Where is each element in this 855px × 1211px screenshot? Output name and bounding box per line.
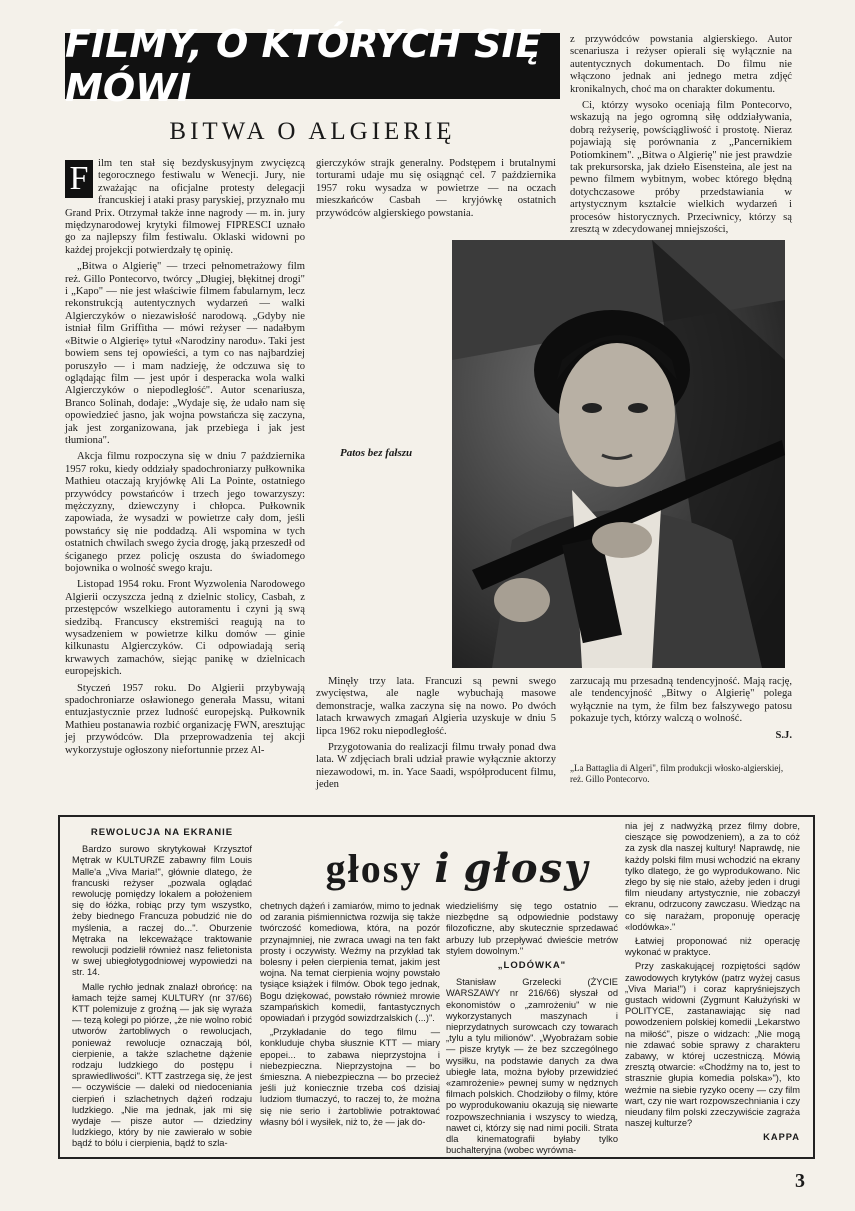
film-still-photo (452, 240, 785, 668)
article-paragraph: zarzucają mu przesadną tendencyjność. Mają rację, ale tendencyjność „Bitwy o Algierię" polega wyłącznie na tym, że film bez fałszywego patosu pokazuje tych, którzy walczą o wolność. (570, 676, 792, 725)
article-paragraph: ilm ten stał się bezdyskusyjnym zwycięzcą tegorocznego festiwalu w Wenecji. Jury, nie zważając na oficjalne protesty delegacji francuskiej i ataki prasy paryskiej, przyznało mu Grand Prix. Otrzymał także inne nagrody — m. in. jury międzynarodowej krytyki filmowej FIPRESCI uznało go za najlepszy film festiwalu. Oklaski widowni po każdej projekcji potwierdzały tę opinię. (65, 158, 305, 256)
article-paragraph: Akcja filmu rozpoczyna się w dniu 7 października 1957 roku, kiedy oddziały spadochroniarzy pułkownika Mathieu otaczają kryjówkę Ali La Pointe, ostatniego przywódcy powstańców i trzech jego towarzyszy: mężczyzny, dziewczyny i chłopca. Pułkownik zapowiada, że wysadzi w powietrze cały dom, jeśli powstańcy się nie poddadzą. Ali wspomina w tych ostatnich chwilach swego życia drogę, jaką przeszedł od ściganego przez policję oszusta do świadomego bojownika o wolność swego kraju. (65, 451, 305, 574)
photo-illustration (452, 240, 785, 668)
box-column-3 (446, 901, 618, 1159)
glosy-word-2: głosy (463, 845, 590, 892)
article-column-3-bottom (570, 676, 792, 742)
glosy-heading (300, 845, 615, 895)
box-column-4 (625, 821, 800, 1144)
article-paragraph: z przywódców powstania algierskiego. Autor scenariusza i reżyser opierali się wyłącznie na autentycznych dokumentach. Do filmu nie włączono jednak ani jednego metra zdjęć kronikalnych, choć ma on charakter dokumentu. (570, 34, 792, 95)
author-signature: S.J. (775, 729, 792, 741)
section-banner: FILMY, O KTÓRYCH SIĘ MÓWI (65, 33, 560, 99)
box-column-2 (260, 901, 440, 1131)
article-column-3 (570, 34, 792, 241)
page-number: 3 (795, 1170, 805, 1192)
box-paragraph: Malle rychło jednak znalazł obrońcę: na łamach tejże samej KULTURY (nr 37/66) KTT polemizuje z groźną — jak się wyraża — tezą kolegi po piórze, „że nie wolno robić utworów żartobliwych o rewolucjach, ponieważ rewolucje oznaczają ból, cierpienie, a także szlachetne dążenie rodzaju ludzkiego do postępu i sprawiedliwości". KTT zastrzega się, że jest — oczywiście — daleki od niedoceniania cierpień i szlachetnych dążeń rodzaju ludzkiego. „Nie ma jednak, jak mi się wydaje — pisze autor — dziedziny ludzkiego, który by nie zawierało w sobie bądź to bólu i cierpienia, bądź to szla- (72, 981, 252, 1149)
box-paragraph: Stanisław Grzelecki (ŻYCIE WARSZAWY nr 216/66) słyszał od ekonomistów o „zamrożeniu" w nie wykorzystanych maszynach i nieprzydatnych surowcach czy towarach „tylu a tylu milionów". „Wyobrażam sobie — pisze krytyk — że bez szczególnego wysiłku, na podstawie danych za dwa ubiegłe lata, można byłoby przewidzieć «zamrożenie» pewnej sumy w nędznych filmach polskich. Chodziłoby o filmy, które po wyprodukowaniu okazują się niewarte rozpowszechniania i wszyscy to wiedzą, nawet ci, którzy się nad nimi pocili. Strata dla kinematografii byłaby tylko buchalteryjna (wobec wyrówna- (446, 977, 618, 1156)
glosy-word-1: głosy (325, 846, 423, 891)
box-signature: KAPPA (763, 1132, 800, 1143)
article-paragraph: Ci, którzy wysoko oceniają film Pontecorvo, wskazują na jego ogromną siłę oddziaływania, dobrą reżyserię, powściągliwość i prostotę. Nieraz pojawiają się porównania z „Pancernikiem Potiomkinem". „Bitwa o Algierię" nie jest prawdzie tak prekursorska, jak dzieło Eisensteina, ale jest na pewno filmem wybitnym, wobec którego błędną dotychczasowe próby przedstawiania w artystycznym kształcie wielkich wydarzeń i procesów historycznych. Przeciwnicy, którzy są zresztą w zdecydowanej mniejszości, (570, 100, 792, 236)
article-column-2 (316, 158, 556, 224)
article-column-2-bottom (316, 676, 556, 796)
box-paragraph: chetnych dążeń i zamiarów, mimo to jednak od zarania piśmiennictwa rozwija się także twórczość komediowa, która, na pozór przynajmniej, nie zwraca uwagi na ten fakt prosty i oczywisty. Weźmy na przykład tak bolesny i pełen cierpienia temat, jakim jest wojna. Na temat cierpienia wojny powstało tysiące książek i filmów. Obok tego jednak, Bogu dziękować, powstało również mrowie szampańskich komedii, fantastycznych opowiadań i przygód sowizdrzalskich (...)". (260, 901, 440, 1024)
article-paragraph: Przygotowania do realizacji filmu trwały ponad dwa lata. W zdjęciach brali udział prawie wyłącznie aktorzy niezawodowi, m. in. Yace Saadi, współproducent filmu, jeden (316, 742, 556, 791)
drop-cap: F (65, 160, 93, 198)
article-title: BITWA O ALGIERIĘ (169, 118, 456, 145)
box-paragraph: Bardzo surowo skrytykował Krzysztof Mętrak w KULTURZE zabawny film Louis Malle'a „Viva Maria!", głównie dlatego, że francuski reżyser „pozwala oglądać rewolucję pomiędzy lokalem a położeniem się do łóżka, robiąc przy tym wszystko, żeby biednego Francuza pobudzić nie do myślenia, a raczej do...". Oburzenie Mętraka na lekceważące traktowanie rewolucji podzielił również nasz felietonista w swej ubiegłotygodniowej wypowiedzi na str. 14. (72, 844, 252, 978)
film-credit-caption: „La Battaglia di Algeri", film produkcji włosko-algierskiej, reż. Gillo Pontecorvo. (570, 763, 784, 784)
article-paragraph: gierczyków strajk generalny. Podstępem i brutalnymi torturami udaje mu się osiągnąć cel. 7 października 1957 roku wysadza w powietrze — na oczach mieszkańców Casbah — kryjówkę ostatnich przywódców algierskiego powstania. (316, 158, 556, 219)
box-paragraph: Przy zaskakującej rozpiętości sądów zawodowych krytyków (patrz wyżej casus „Viva Maria!") i coraz kapryśniejszych gustach widowni (Zygmunt Kałużyński w POLITYCE, zastanawiając się nad powodzeniem polskiej komedii „Lekarstwo na miłość", pisze o widzach: „Nie mogą nie zdawać sobie sprawy z charakteru zabawy, w której uczestniczą. Mówią zresztą otwarcie: «Chodźmy na to, jest to strasznie głupia komedia polska»"), kto weźmie na siebie ryzyko oceny — czy film wart, czy nie wart rozpowszechniania i czy nieudany film polski zzeczywiście zagraża naszej kulturze? (625, 961, 800, 1129)
photo-caption: Patos bez fałszu (340, 447, 413, 459)
article-column-1 (65, 158, 305, 761)
box-paragraph: „Przykładanie do tego filmu — konkluduje chyba słusznie KTT — miary epopei... to zabawa nieprzystojna i niebezpieczna. Nieprzystojna — bo śmieszna. A niebezpieczna — bo przecież jeśli już koniecznie trzeba coś dzisiaj ludziom tłumaczyć, to raczej to, że można się nie serio i żartobliwie potraktować własny ból i wysiłek, niż to, że — jak do- (260, 1027, 440, 1127)
box-column-1 (72, 827, 252, 1153)
box-paragraph: Łatwiej proponować niż operację wykonać w praktyce. (625, 936, 800, 958)
box-paragraph: nia jej z nadwyżką przez filmy dobre, cieszące się powodzeniem), a za to cóż za zysk dla naszej kultury! Naprawdę, nie każdy polski film musi wchodzić na ekrany tylko dlatego, że go wyprodukowano. Nic złego by się nie stało, ażeby jeden i drugi film nieudany artystycznie, nie zobaczył ekranu, odrzucony zawczasu. Wiedząc na co się narażam, proponuję operację «lodówka»." (625, 821, 800, 932)
article-paragraph: „Bitwa o Algierię" — trzeci pełnometrażowy film reż. Gillo Pontecorvo, twórcy „Długiej, błękitnej drogi" i „Kapo" — nie jest właściwie filmem fabularnym, lecz rekonstrukcją autentycznych wydarzeń — walki Algierczyków o niezawisłość narodową. „Gdyby nie istniał film Griffitha — mówi reżyser — nadałbym «Bitwie o Algierię» tytuł «Narodziny narodu». Taki jest bowiem sens tej opowieści, a tym co nas najbardziej poruszyło — i mam nadzieję, że odczuwa się to oglądając film — jest upór i desperacka wola walki Algierczyków o niepodległość". Autor scenariusza, Branco Solinah, dodaje: „Wydaje się, że udało nam się opowiedzieć jasno, jak wojna powstańcza się zaczyna, jak jest zorganizowana, jak przebiega i jak jest tłumiona". (65, 261, 305, 446)
article-paragraph: Listopad 1954 roku. Front Wyzwolenia Narodowego Algierii oczyszcza jedną z dzielnic stolicy, Casbah, z przestępców wszelkiego autoramentu i czyni ją swą siedzibą. Francuscy ekstremiści reagują na to wysadzeniem w powietrze kilku domów — ginie kilkunastu Algierczyków. Ci odpowiadają serią krwawych zamachów, siejąc panikę w dzielnicach europejskich. (65, 579, 305, 678)
glosy-conjunction: i (434, 845, 452, 892)
article-paragraph: Styczeń 1957 roku. Do Algierii przybywają spadochroniarze osławionego generała Massu, witani entuzjastycznie przez ludność europejską. Pułkownik Mathieu postanawia rozbić organizację FWN, aresztując jej przywódców. Dla przeprowadzenia tej akcji wykorzystuje ogłoszony niefortunnie przez Al- (65, 682, 305, 756)
box-paragraph: wiedzieliśmy się tego ostatnio — niezbędne są odpowiednie podstawy filozoficzne, aby skutecznie sprzedawać arbuzy lub przepływać dwieście metrów stylem dowolnym." (446, 901, 618, 956)
box-section-title: REWOLUCJA NA EKRANIE (90, 827, 234, 838)
box-subheading: „LODÓWKA" (497, 960, 567, 972)
article-paragraph: Minęły trzy lata. Francuzi są pewni swego zwycięstwa, ale nagle wybuchają masowe demonstracje, walka zaczyna się na nowo. Po dwóch latach krwawych zmagań Algieria uzyskuje w dniu 5 lipca 1962 roku niepodległość. (316, 676, 556, 737)
